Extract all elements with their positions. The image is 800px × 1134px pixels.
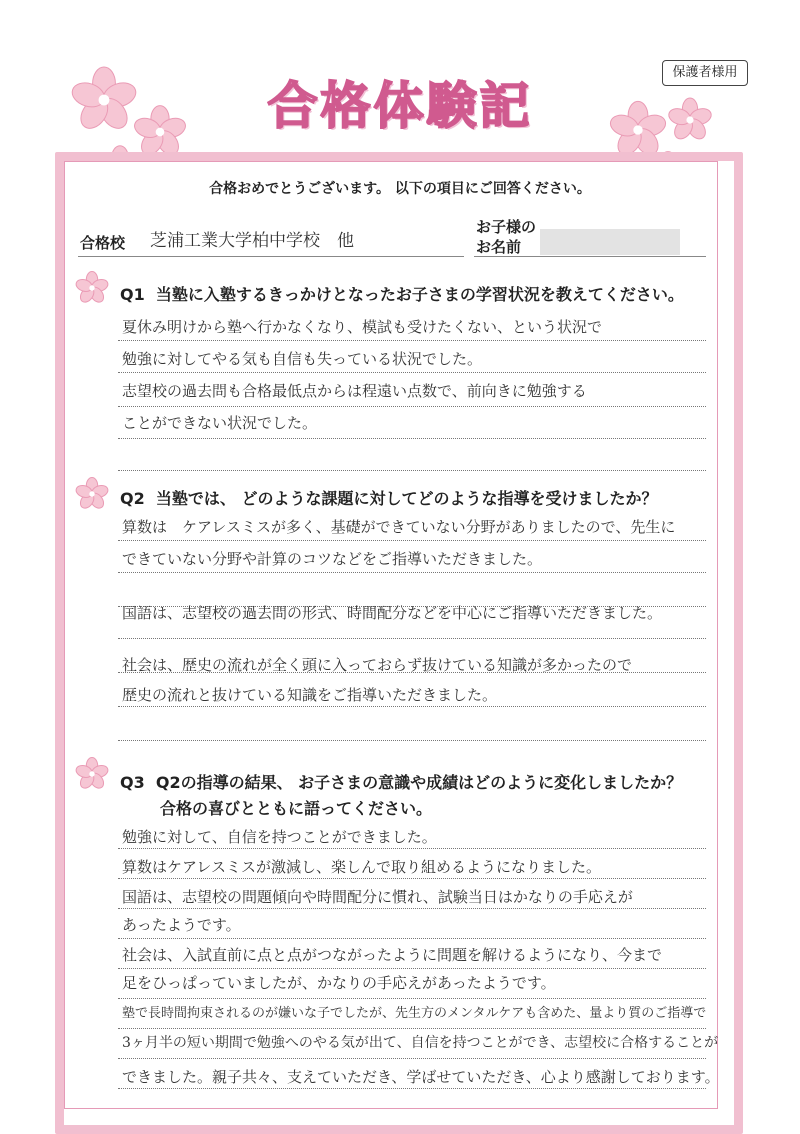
q1-text: 当塾に入塾するきっかけとなったお子さまの学習状況を教えてください。 <box>155 285 684 304</box>
q1-line-3 <box>118 406 706 407</box>
q3-line-1 <box>118 848 706 849</box>
q3-line-5 <box>118 968 706 969</box>
q3-heading <box>120 770 682 793</box>
q2-answer-line: 算数は ケアレスミスが多く、基礎ができていない分野がありましたので、先生に <box>122 518 676 536</box>
q2-heading <box>120 486 657 509</box>
q1-number: Q1 <box>120 285 145 304</box>
q3-answer-line: 足をひっぱっていましたが、かなりの手応えがあったようです。 <box>122 974 556 992</box>
q2-line-2 <box>118 572 706 573</box>
q2-text: 当塾では、 どのような課題に対してどのような指導を受けましたか？ <box>155 489 658 508</box>
q3-text-line2: 合格の喜びとともに語ってください。 <box>160 799 433 818</box>
q3-answer-line: あったようです。 <box>122 916 241 934</box>
q1-answer-line: 勉強に対してやる気も自信も失っている状況でした。 <box>122 350 483 368</box>
q1-line-1 <box>118 340 706 341</box>
q3-answer-line: 算数はケアレスミスが激減し、楽しんで取り組めるようになりました。 <box>122 858 601 876</box>
q2-line-6 <box>118 706 706 707</box>
q2-blossom-icon <box>74 476 110 512</box>
q2-answer-line: できていない分野や計算のコツなどをご指導いただきました。 <box>122 550 543 568</box>
child-name-underline <box>474 256 706 257</box>
q3-line-2 <box>118 878 706 879</box>
q3-text: Q2の指導の結果、 お子さまの意識や成績はどのように変化しましたか？ <box>155 773 683 792</box>
q2-line-4 <box>118 638 706 639</box>
q3-number: Q3 <box>120 773 145 792</box>
q2-number: Q2 <box>120 489 145 508</box>
q1-line-2 <box>118 372 706 373</box>
q1-line-4 <box>118 438 706 439</box>
q3-line-7 <box>118 1028 706 1029</box>
q3-line-3 <box>118 908 706 909</box>
guardian-badge: 保護者様用 <box>662 60 748 86</box>
q3-line-9 <box>118 1088 706 1089</box>
q2-answer-line: 国語は、志望校の過去問の形式、時間配分などを中心にご指導いただきました。 <box>122 604 663 622</box>
intro-text: 合格おめでとうございます。 以下の項目にご回答ください。 <box>209 181 591 197</box>
q1-answer-line: 志望校の過去問も合格最低点からは程遠い点数で、前向きに勉強する <box>122 382 587 400</box>
school-label: 合格校 <box>80 234 126 252</box>
child-name-label-line1: お子様の <box>476 218 537 236</box>
q1-line-5 <box>118 470 706 471</box>
q2-answer-line: 社会は、歴史の流れが全く頭に入っておらず抜けている知識が多かったので <box>122 656 633 674</box>
q1-blossom-icon <box>74 270 110 306</box>
page-title: 合格体験記 <box>267 77 533 135</box>
child-name-label-line2: お名前 <box>476 238 522 256</box>
q3-line-4 <box>118 938 706 939</box>
q2-answer-line: 歴史の流れと抜けている知識をご指導いただきました。 <box>122 686 498 704</box>
q3-line-6 <box>118 998 706 999</box>
q3-answer-line: 勉強に対して、自信を持つことができました。 <box>122 828 437 846</box>
q3-answer-line: 塾で長時間拘束されるのが嫌いな子でしたが、先生方のメンタルケアも含めた、量より質のご指導で <box>122 1006 707 1021</box>
q2-line-1 <box>118 540 706 541</box>
q1-answer-line: ことができない状況でした。 <box>122 414 318 432</box>
q3-answer-line: できました。親子共々、支えていただき、学ばせていただき、心より感謝しております。 <box>122 1068 720 1086</box>
q3-line-8 <box>118 1058 706 1059</box>
q3-answer-line: 国語は、志望校の問題傾向や時間配分に慣れ、試験当日はかなりの手応えが <box>122 888 633 906</box>
school-underline <box>78 256 464 257</box>
q3-blossom-icon <box>74 756 110 792</box>
q1-answer-line: 夏休み明けから塾へ行かなくなり、模試も受けたくない、という状況で <box>122 318 603 336</box>
q1-heading <box>120 282 684 305</box>
school-value: 芝浦工業大学柏中学校 他 <box>150 231 354 251</box>
child-name-redacted <box>540 229 680 255</box>
q2-line-7 <box>118 740 706 741</box>
q3-answer-line: 3ヶ月半の短い期間で勉強へのやる気が出て、自信を持つことができ、志望校に合格することが <box>122 1035 719 1051</box>
q3-answer-line: 社会は、入試直前に点と点がつながったように問題を解けるようになり、今まで <box>122 946 663 964</box>
